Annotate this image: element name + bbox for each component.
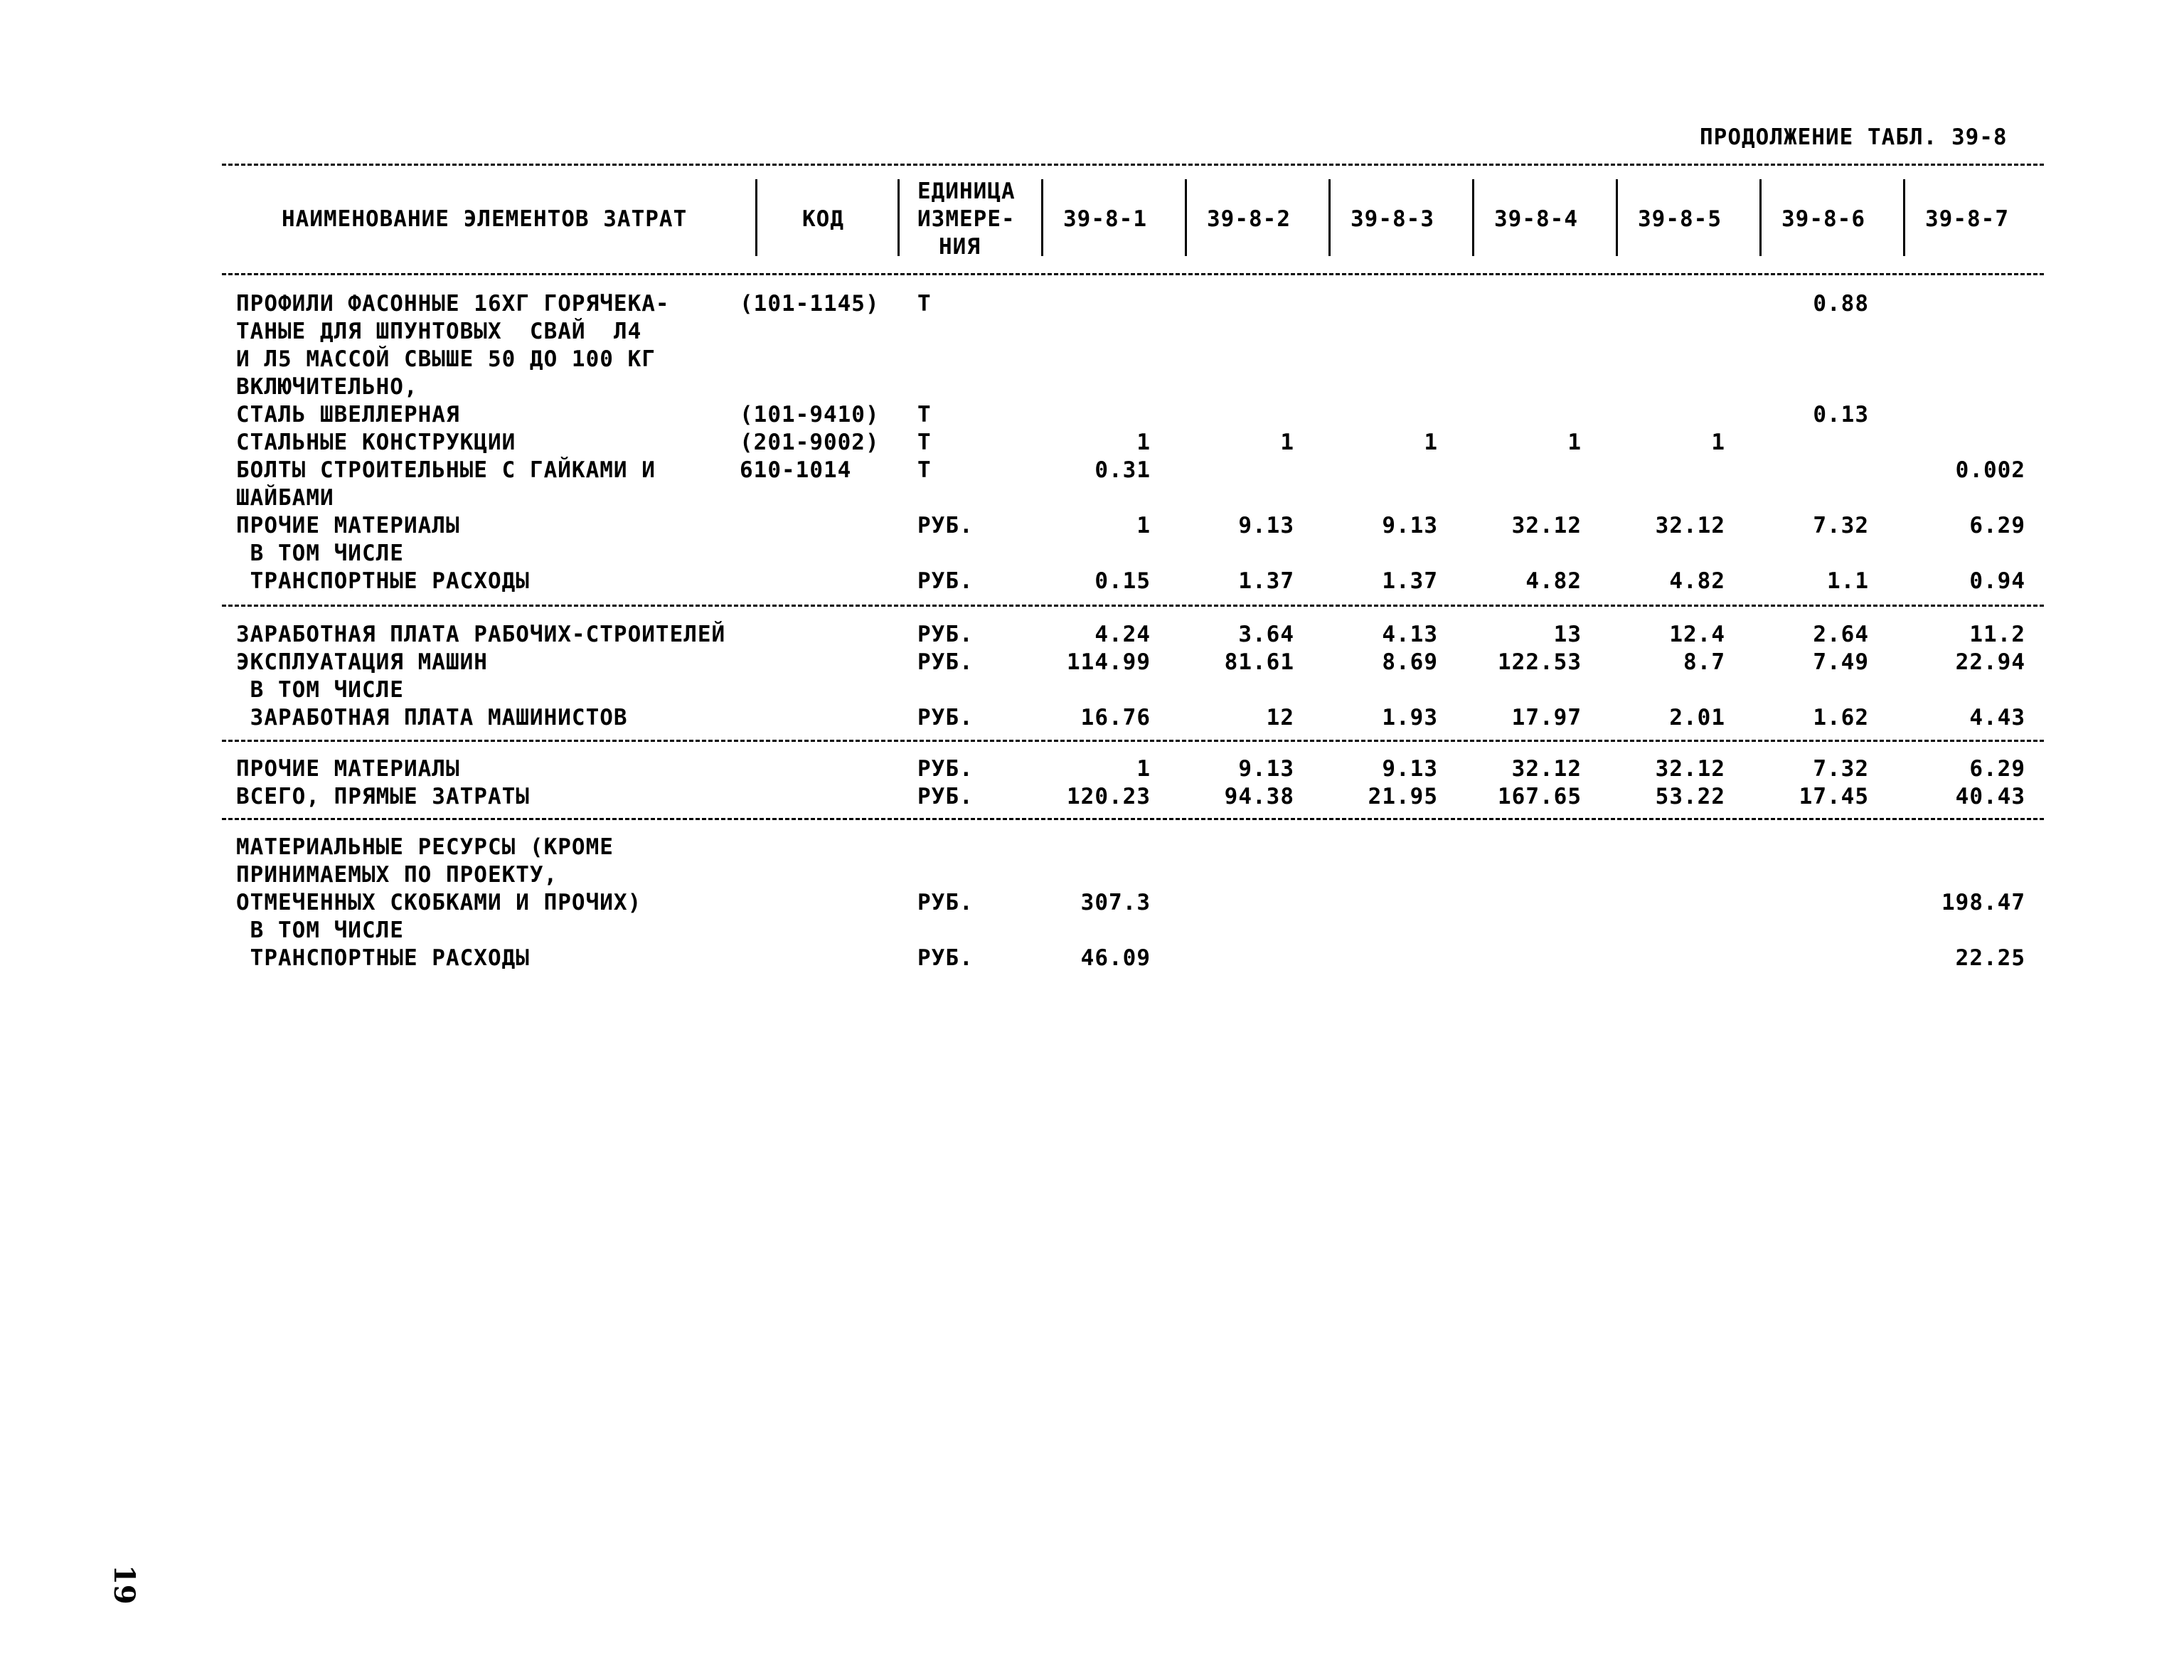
row-value: 12.4	[1669, 622, 1725, 647]
row-value: 1.93	[1382, 705, 1438, 730]
row-value: 307.3	[1080, 890, 1151, 915]
row-value: 2.01	[1669, 705, 1725, 730]
row-name: В ТОМ ЧИСЛЕ	[236, 541, 404, 566]
row-value: 167.65	[1498, 784, 1582, 809]
row-value: 1	[1711, 430, 1725, 455]
header-col-4: 39-8-4	[1494, 206, 1578, 232]
header-separator	[1616, 179, 1618, 256]
row-name: ЗАРАБОТНАЯ ПЛАТА МАШИНИСТОВ	[236, 705, 628, 730]
header-separator	[1903, 179, 1905, 256]
row-name: И Л5 МАССОЙ СВЫШЕ 50 ДО 100 КГ	[236, 346, 656, 372]
row-value: 9.13	[1382, 756, 1438, 782]
row-unit: РУБ.	[917, 568, 974, 594]
row-value: 17.97	[1511, 705, 1582, 730]
row-value: 3.64	[1238, 622, 1294, 647]
header-name: НАИМЕНОВАНИЕ ЭЛЕМЕНТОВ ЗАТРАТ	[282, 206, 688, 232]
row-unit: РУБ.	[917, 756, 974, 782]
row-value: 1	[1567, 430, 1582, 455]
header-col-3: 39-8-3	[1351, 206, 1434, 232]
row-value: 0.002	[1955, 457, 2025, 483]
row-value: 1	[1136, 513, 1151, 538]
row-unit: РУБ.	[917, 705, 974, 730]
row-value: 198.47	[1941, 890, 2025, 915]
header-separator	[1759, 179, 1762, 256]
row-value: 122.53	[1498, 649, 1582, 675]
row-name: ПРИНИМАЕМЫХ ПО ПРОЕКТУ,	[236, 862, 558, 888]
row-name: ОТМЕЧЕННЫХ СКОБКАМИ И ПРОЧИХ)	[236, 890, 642, 915]
row-name: ТРАНСПОРТНЫЕ РАСХОДЫ	[236, 945, 530, 971]
row-code: (101-9410)	[740, 402, 880, 427]
row-value: 46.09	[1080, 945, 1151, 971]
row-value: 4.43	[1969, 705, 2025, 730]
header-separator	[1041, 179, 1043, 256]
row-value: 32.12	[1655, 513, 1725, 538]
row-value: 6.29	[1969, 513, 2025, 538]
row-name: ТАНЫЕ ДЛЯ ШПУНТОВЫХ СВАЙ Л4	[236, 319, 642, 344]
row-name: В ТОМ ЧИСЛЕ	[236, 918, 404, 943]
row-value: 22.94	[1955, 649, 2025, 675]
row-name: СТАЛЬНЫЕ КОНСТРУКЦИИ	[236, 430, 516, 455]
row-unit: Т	[917, 291, 932, 317]
rule-header-bottom	[222, 273, 2044, 275]
header-unit-line1: ЕДИНИЦА	[917, 179, 1016, 204]
row-unit: РУБ.	[917, 649, 974, 675]
row-name: ПРОЧИЕ МАТЕРИАЛЫ	[236, 756, 460, 782]
row-value: 0.94	[1969, 568, 2025, 594]
row-value: 13	[1553, 622, 1582, 647]
row-value: 7.32	[1813, 513, 1869, 538]
row-value: 32.12	[1511, 513, 1582, 538]
row-value: 1.62	[1813, 705, 1869, 730]
row-value: 94.38	[1224, 784, 1294, 809]
row-value: 1	[1280, 430, 1294, 455]
row-name: ЭКСПЛУАТАЦИЯ МАШИН	[236, 649, 488, 675]
header-unit-line2: ИЗМЕРЕ-	[917, 206, 1016, 232]
header-unit-line3: НИЯ	[939, 234, 981, 260]
row-name: ЗАРАБОТНАЯ ПЛАТА РАБОЧИХ-СТРОИТЕЛЕЙ	[236, 622, 726, 647]
row-value: 81.61	[1224, 649, 1294, 675]
row-unit: РУБ.	[917, 784, 974, 809]
row-value: 32.12	[1511, 756, 1582, 782]
row-value: 0.88	[1813, 291, 1869, 317]
row-name: ВСЕГО, ПРЯМЫЕ ЗАТРАТЫ	[236, 784, 530, 809]
row-name: МАТЕРИАЛЬНЫЕ РЕСУРСЫ (КРОМЕ	[236, 834, 614, 860]
row-value: 0.13	[1813, 402, 1869, 427]
header-col-1: 39-8-1	[1063, 206, 1147, 232]
row-unit: РУБ.	[917, 945, 974, 971]
row-value: 6.29	[1969, 756, 2025, 782]
row-value: 8.7	[1683, 649, 1725, 675]
row-value: 0.15	[1094, 568, 1151, 594]
row-value: 12	[1266, 705, 1294, 730]
row-value: 1.1	[1827, 568, 1869, 594]
row-value: 9.13	[1238, 756, 1294, 782]
row-value: 17.45	[1799, 784, 1869, 809]
row-value: 114.99	[1067, 649, 1151, 675]
row-value: 1.37	[1382, 568, 1438, 594]
rule-top	[222, 164, 2044, 166]
row-value: 2.64	[1813, 622, 1869, 647]
row-unit: Т	[917, 430, 932, 455]
row-value: 1	[1424, 430, 1438, 455]
header-col-5: 39-8-5	[1638, 206, 1722, 232]
row-name: ТРАНСПОРТНЫЕ РАСХОДЫ	[236, 568, 530, 594]
row-value: 1	[1136, 430, 1151, 455]
row-value: 22.25	[1955, 945, 2025, 971]
header-col-6: 39-8-6	[1781, 206, 1865, 232]
header-col-7: 39-8-7	[1925, 206, 2009, 232]
header-separator	[1472, 179, 1474, 256]
row-value: 9.13	[1382, 513, 1438, 538]
header-separator	[1328, 179, 1331, 256]
row-unit: РУБ.	[917, 513, 974, 538]
row-value: 8.69	[1382, 649, 1438, 675]
row-name: ШАЙБАМИ	[236, 485, 334, 511]
row-name: БОЛТЫ СТРОИТЕЛЬНЫЕ С ГАЙКАМИ И	[236, 457, 656, 483]
rule-section-2	[222, 740, 2044, 742]
row-name: ПРОФИЛИ ФАСОННЫЕ 16ХГ ГОРЯЧЕКА-	[236, 291, 670, 317]
table-caption: ПРОДОЛЖЕНИЕ ТАБЛ. 39-8	[1700, 124, 2008, 150]
row-value: 7.49	[1813, 649, 1869, 675]
row-unit: РУБ.	[917, 622, 974, 647]
row-code: (201-9002)	[740, 430, 880, 455]
row-value: 4.82	[1525, 568, 1582, 594]
row-value: 0.31	[1094, 457, 1151, 483]
row-code: 610-1014	[740, 457, 852, 483]
header-separator	[897, 179, 900, 256]
row-value: 4.82	[1669, 568, 1725, 594]
rule-section-3	[222, 818, 2044, 820]
row-value: 53.22	[1655, 784, 1725, 809]
row-value: 32.12	[1655, 756, 1725, 782]
header-separator	[1185, 179, 1187, 256]
row-name: СТАЛЬ ШВЕЛЛЕРНАЯ	[236, 402, 460, 427]
row-unit: Т	[917, 457, 932, 483]
row-value: 11.2	[1969, 622, 2025, 647]
row-value: 21.95	[1368, 784, 1438, 809]
row-name: В ТОМ ЧИСЛЕ	[236, 677, 404, 703]
row-name: ВКЛЮЧИТЕЛЬНО,	[236, 374, 418, 400]
row-value: 1	[1136, 756, 1151, 782]
row-code: (101-1145)	[740, 291, 880, 317]
row-value: 4.24	[1094, 622, 1151, 647]
row-value: 7.32	[1813, 756, 1869, 782]
rule-section-1	[222, 605, 2044, 607]
row-value: 9.13	[1238, 513, 1294, 538]
header-separator	[755, 179, 757, 256]
row-value: 16.76	[1080, 705, 1151, 730]
header-code: КОД	[802, 206, 844, 232]
header-col-2: 39-8-2	[1207, 206, 1291, 232]
row-name: ПРОЧИЕ МАТЕРИАЛЫ	[236, 513, 460, 538]
row-value: 1.37	[1238, 568, 1294, 594]
row-unit: РУБ.	[917, 890, 974, 915]
row-unit: Т	[917, 402, 932, 427]
row-value: 120.23	[1067, 784, 1151, 809]
row-value: 40.43	[1955, 784, 2025, 809]
row-value: 4.13	[1382, 622, 1438, 647]
page-number: 19	[107, 1565, 141, 1605]
